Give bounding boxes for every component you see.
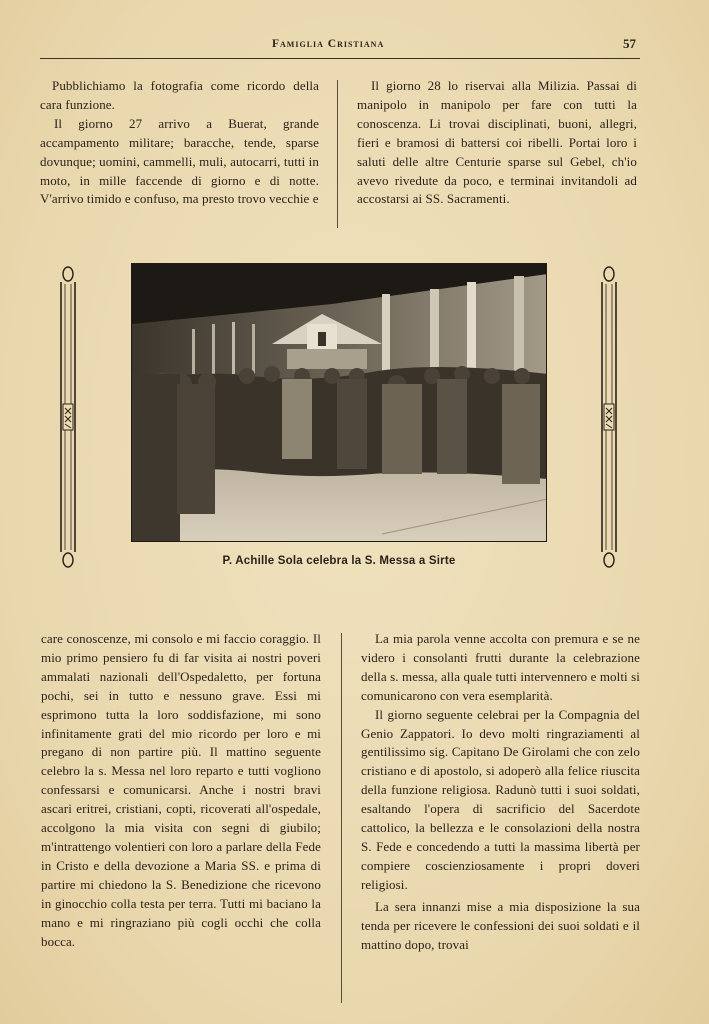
mass-photograph (131, 263, 547, 542)
top-left-column (40, 77, 319, 209)
photo-caption: P. Achille Sola celebra la S. Messa a Sirte (222, 555, 456, 567)
column-divider (341, 633, 342, 1003)
paragraph: Il giorno 28 lo riservai alla Milizia. Passai di manipolo in manipolo per fare con tutti la conoscenza. Li trovai disciplinati, buoni, allegri, fieri e bramosi di battersi coi ribelli. Portai loro i saluti delle altre Centurie sparse sul Gebel, ch'io avevo rivedute da poco, e terminai invitandoli ad accostarsi ai SS. Sacramenti. (357, 78, 637, 207)
column-divider (337, 80, 338, 228)
paragraph: Il giorno seguente celebrai per la Compagnia del Genio Zappatori. Io devo molti ringraziamenti al gentilissimo sig. Capitano De Girolami che con zelo cristiano e di apostolo, si adoperò alla felice riuscita della funzione religiosa. Radunò tutti i suoi soldati, esaltando l'opera di sacrificio del Sacerdote cattolico, la bellezza e le consolazioni della nostra S. Fede e concedendo a tutti la massima libertà per compiere coscienziosamente i propri doveri religiosi. (361, 706, 640, 892)
paragraph: Il giorno 27 arrivo a Buerat, grande accampamento militare; baracche, tende, sparse dovunque; uomini, cammelli, muli, autocarri, tutti in moto, in mille faccende di giorno e di notte. V'arrivo timido e confuso, ma presto trovo vecchie e (40, 115, 319, 207)
bottom-right-column (361, 630, 640, 954)
left-border-ornament (58, 266, 78, 573)
top-right-column (357, 77, 637, 209)
paragraph: care conoscenze, mi consolo e mi faccio coraggio. Il mio primo pensiero fu di far visita ai nostri poveri ammalati nazionali dell'Ospedaletto, per fortuna pochi, sei in tutto e nessuno grave. Essi mi esprimono tutta la loro soddisfazione, mi sono infinitamente grati del mio ricordo per loro e mi pregano di non partire più. Il mattino seguente celebro la s. Messa nel loro reparto e tutti vogliono confessarsi e comunicarsi. Anche i nostri bravi ascari eritrei, cristiani, copti, ricoverati all'ospedale, accolgono la mia visita con segni di giubilo; m'intrattengo volentieri con loro a parlare della Fede in Cristo e della devozione a Maria SS. e prima di partire mi chiedono la S. Benedizione che ricevono in ginocchio colla testa per terra. Tutti mi baciano la mano e mi ringraziano più cogli occhi che colla bocca. (41, 631, 321, 949)
bottom-left-column (41, 630, 321, 951)
paragraph: La sera innanzi mise a mia disposizione la sua tenda per ricevere le confessioni dei suoi soldati e il mattino dopo, trovai (361, 898, 640, 952)
page-number: 57 (623, 36, 636, 51)
header-rule (40, 58, 640, 59)
paragraph: Pubblichiamo la fotografia come ricordo della cara funzione. (40, 78, 319, 112)
paragraph: La mia parola venne accolta con premura e se ne videro i consolanti frutti durante la celebrazione della s. messa, alla quale tutti intervennero e molti si comunicarono con vera esemplarità. (361, 631, 640, 703)
running-title: Famiglia Cristiana (272, 38, 385, 50)
right-border-ornament (599, 266, 619, 573)
